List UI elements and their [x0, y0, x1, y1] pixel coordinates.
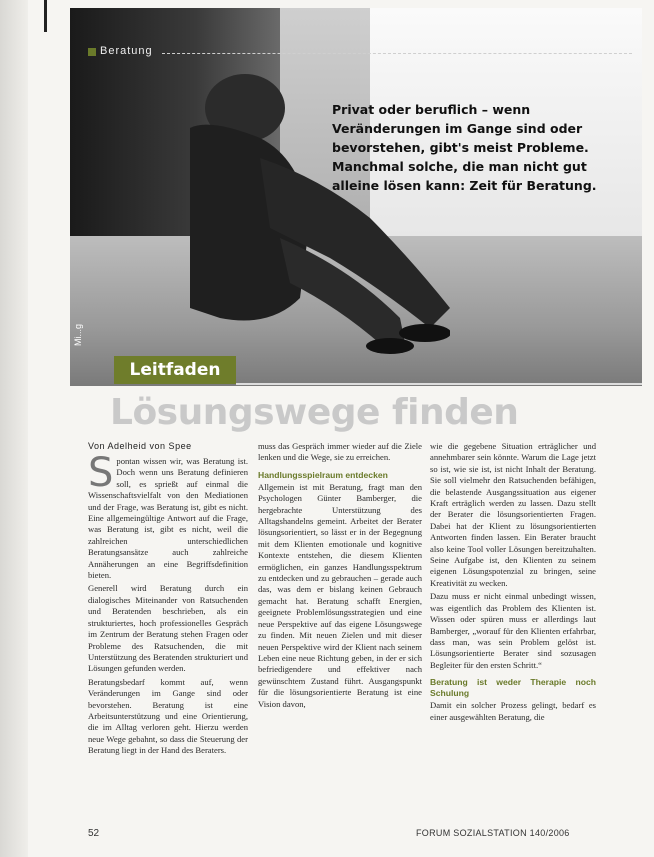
text-column-1	[88, 450, 248, 759]
paragraph: Damit ein solcher Prozess gelingt, bedarf es einer ausgewählten Beratung, die	[430, 700, 596, 722]
drop-cap: S	[88, 450, 114, 496]
photo-credit: Mi...g	[73, 323, 83, 346]
subheading: Handlungsspielraum entdecken	[258, 469, 388, 480]
paragraph: Dazu muss er nicht einmal unbedingt wissen, was eigentlich das Problem des Klienten ist. Wissen oder spüren muss er allerdings laut Bamberger, „worauf für den Klienten erfahrbar, dass man, was sein Problem gelöst ist. Lösungsorientierte Berater sind sozusagen Begleiter für den ersten Schritt.“	[430, 591, 596, 670]
intro-text: Privat oder beruflich – wenn Veränderungen im Gange sind oder bevorstehen, gibt's meist Probleme. Manchmal solche, die man nicht gut alleine lösen kann: Zeit für Beratung.	[332, 102, 597, 193]
article-photo	[70, 8, 642, 386]
magazine-footer: FORUM SOZIALSTATION 140/2006	[416, 828, 570, 838]
binding-mark	[44, 0, 47, 32]
kicker-rule	[236, 383, 642, 385]
byline: Von Adelheid von Spee	[88, 441, 192, 451]
page-edge	[0, 0, 28, 857]
section-rule	[162, 53, 632, 54]
paragraph: wie die gegebene Situation erträglicher und annehmbarer sein könnte. Warum die Lage jetzt so ist, wie sie ist, ist nicht Inhalt der Beratung. Sie soll vielmehr den Ratsuchenden befähigen, die belastende Ausgangssituation aus eigener Kraft erträglich werden zu lassen. Dazu stellt der Berater die lösungsorientierten Fragen. Dabei hat der Klient zu lösungsorientierten Antworten finden lassen. Ein Berater braucht also keine Tool voller Lösungen bereitzuhalten. Seine Aufgabe ist, den Klienten zu seinem eigenen Lösungspotenzial zu bringen, seine Kreativität zu wecken.	[430, 441, 596, 588]
page-number: 52	[88, 828, 100, 839]
kicker-label: Leitfaden	[114, 356, 236, 384]
subheading: Beratung ist weder Therapie noch Schulung	[430, 677, 596, 699]
text-column-3	[430, 441, 596, 725]
paragraph: pontan wissen wir, was Beratung ist. Doch wenn uns Beratung definieren soll, es sprießt auf einmal die Wissenschaftsvielfalt von den Mediationen und der Frage, was Beratung ist, gibt es nicht. Eine allgemeingültige Antwort auf die Frage, was Beratung ist, gibt es nicht, weil die zahlreichen unterschiedlichen Beratungsansätze auch zahlreiche Annäherungen an eine Begriffsdefinition bieten.	[88, 456, 248, 581]
article-headline: Lösungswege finden	[110, 392, 519, 433]
paragraph: Beratungsbedarf kommt auf, wenn Veränderungen im Gange sind oder bevorstehen. Beratung ist eine Arbeitsunterstützung und eine Orientierung, die im Alltag verloren geht. Hierzu werden neue Wege gebahnt, so dass die Steuerung der Beratung liegt in der Hand des Beraters.	[88, 676, 248, 756]
paragraph: muss das Gespräch immer wieder auf die Ziele lenken und die Wege, sie zu erreichen.	[258, 441, 422, 463]
text-column-2	[258, 441, 422, 712]
section-square-icon	[88, 48, 96, 56]
section-header	[84, 45, 640, 59]
section-label: Beratung	[100, 45, 153, 57]
paragraph: Allgemein ist mit Beratung, fragt man den Psychologen Günter Bamberger, die hergebrachte Unterstützung des Alltagshandelns gemeint. Arbeitet der Berater lösungsorientiert, so lässt er in der Begegnung mit dem Klienten emotionale und kognitive Kontexte entstehen, die diesem Klienten ermöglichen, ein ganzes Handlungsspektrum zu entdecken und zu gebrauchen – gerade auch das, was dem er bislang keinen Gebrauch gemacht hat. Beratung schafft Energien, geeignete Problemlösungsstrategien und eine neue Perspektive auf das eigene Lösungswege zu finden. Mit neuen Zielen und mit dieser neuen Perspektive wird der Klient nach seinem Leben eine neue Richtung geben, in der er sich befriedigendere und effektiver nach gewünschtem Zustand führt. Ausgangspunkt für die lösungsorientierte Beratung ist eine Vision davon,	[258, 481, 422, 709]
paragraph: Generell wird Beratung durch ein dialogisches Miteinander von Ratsuchenden und Beratenden beschrieben, als ein strukturiertes, hoch professionelles Gespräch im Zentrum der Beratung stehen Fragen oder Probleme des Ratsuchenden, die mit Unterstützung des Beratenden strukturiert und Lösungen gefunden werden.	[88, 583, 248, 674]
